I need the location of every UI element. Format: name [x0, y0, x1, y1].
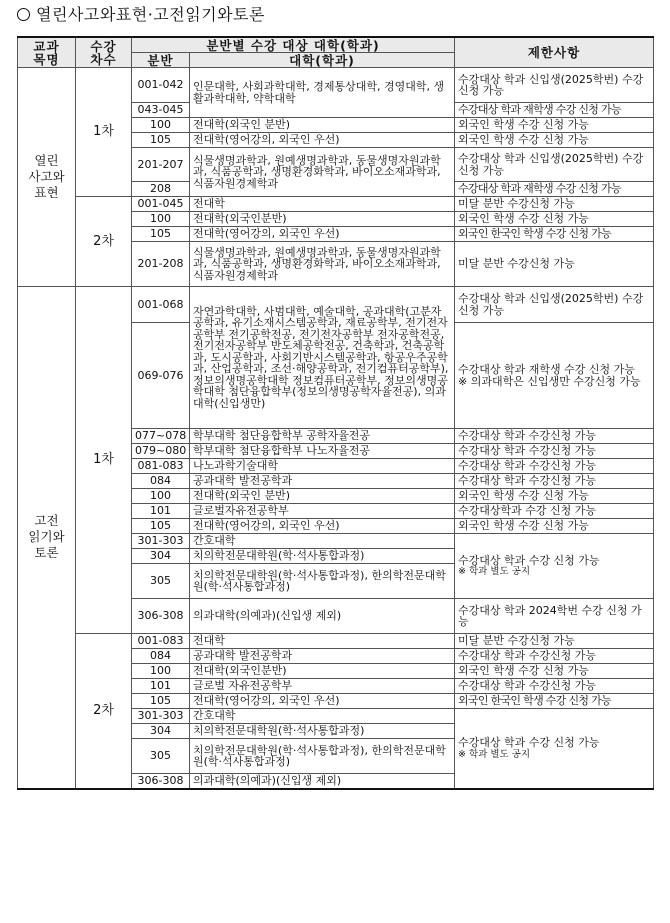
section-cell: 101 — [132, 679, 190, 694]
college-cell: 전대학(영어강의, 외국인 우선) — [190, 133, 455, 148]
section-cell: 101 — [132, 504, 190, 519]
college-cell: 의과대학(의예과)(신입생 제외) — [190, 599, 455, 634]
section-cell: 105 — [132, 227, 190, 242]
header-section: 분반 — [132, 53, 190, 68]
restriction-note: ※ 학과 별도 공지 — [458, 566, 531, 578]
section-cell: 069-076 — [132, 323, 190, 429]
restriction-cell: 수강대상 학과 재학생 수강 신청 가능 — [458, 103, 621, 117]
restriction-cell: 미달 분반 수강신청 가능 — [455, 197, 654, 212]
section-cell: 301-303 — [132, 709, 190, 724]
restriction-cell: 수강대상 학과 재학생 수강 신청 가능 — [458, 363, 635, 376]
section-cell: 001-045 — [132, 197, 190, 212]
college-cell: 전대학(외국인분반) — [190, 212, 455, 227]
round-cell: 1차 — [76, 68, 132, 197]
table-row — [18, 197, 654, 212]
restriction-cell: 수강대상 학과 수강신청 가능 — [455, 459, 654, 474]
college-cell: 식물생명과학과, 원예생명과학과, 동물생명자원과학과, 식품공학과, 생명환경화학과, 바이오소재과학과, 식품자원경제학과 — [190, 148, 455, 197]
restriction-cell: 수강대상 학과 신입생(2025학번) 수강 신청 가능 — [455, 148, 654, 182]
section-cell: 105 — [132, 519, 190, 534]
table-row — [18, 634, 654, 649]
restriction-cell: 수강대상 학과 신입생(2025학번) 수강 신청 가능 — [455, 68, 654, 103]
section-cell: 084 — [132, 649, 190, 664]
restriction-cell: 수강대상 학과 신입생(2025학번) 수강 신청 가능 — [455, 287, 654, 323]
restriction-cell: 수강대상 학과 수강 신청 가능 — [458, 736, 600, 749]
college-cell: 전대학(외국인 분반) — [190, 489, 455, 504]
section-cell: 304 — [132, 549, 190, 564]
section-cell: 100 — [132, 664, 190, 679]
page-heading — [17, 3, 265, 27]
college-cell: 치의학전문대학원(학·석사통합과정), 한의학전문대학원(학·석사통합과정) — [190, 739, 455, 774]
section-cell: 105 — [132, 694, 190, 709]
header-group: 분반별 수강 대상 대학(학과) — [132, 37, 455, 53]
section-cell: 079~080 — [132, 444, 190, 459]
college-cell: 전대학(영어강의, 외국인 우선) — [190, 519, 455, 534]
college-cell: 학부대학 첨단융합학부 나노자율전공 — [190, 444, 455, 459]
restriction-cell: 수강대상 학과 수강신청 가능 — [455, 679, 654, 694]
college-cell: 공과대학 발전공학과 — [190, 649, 455, 664]
college-cell: 학부대학 첨단융합학부 공학자율전공 — [190, 429, 455, 444]
heading-text: 열린사고와표현·고전읽기와토론 — [36, 5, 265, 24]
college-cell: 전대학 — [190, 634, 455, 649]
round-cell: 2차 — [76, 634, 132, 789]
section-cell: 306-308 — [132, 774, 190, 789]
subject-cell: 고전 읽기와 토론 — [18, 287, 76, 789]
table-row — [18, 287, 654, 323]
section-cell: 306-308 — [132, 599, 190, 634]
table-header — [18, 37, 654, 68]
section-cell: 100 — [132, 489, 190, 504]
restriction-cell: 수강대상 학과 수강신청 가능 — [455, 649, 654, 664]
college-cell: 전대학(외국인 분반) — [190, 118, 455, 133]
college-cell: 나노과학기술대학 — [190, 459, 455, 474]
college-cell: 글로벌 자유전공학부 — [190, 679, 455, 694]
college-cell: 글로벌자유전공학부 — [190, 504, 455, 519]
college-cell: 공과대학 발전공학과 — [190, 474, 455, 489]
subject-cell: 열린 사고와 표현 — [18, 68, 76, 287]
table-row — [18, 68, 654, 103]
college-cell: 치의학전문대학원(학·석사통합과정) — [190, 549, 455, 564]
header-subject: 교과 목명 — [18, 37, 76, 68]
section-cell: 081-083 — [132, 459, 190, 474]
college-cell: 전대학(외국인분반) — [190, 664, 455, 679]
restriction-cell: 미달 분반 수강신청 가능 — [455, 242, 654, 287]
section-cell: 305 — [132, 564, 190, 599]
college-cell: 인문대학, 사회과학대학, 경제통상대학, 경영대학, 생활과학대학, 약학대학 — [190, 68, 455, 118]
section-cell: 043-045 — [132, 103, 190, 118]
restriction-cell: 수강대상학과 수강 신청 가능 — [455, 504, 654, 519]
section-cell: 001-068 — [132, 287, 190, 323]
section-cell: 001-042 — [132, 68, 190, 103]
college-cell: 간호대학 — [190, 534, 455, 549]
college-cell: 전대학(영어강의, 외국인 우선) — [190, 694, 455, 709]
college-cell: 간호대학 — [190, 709, 455, 724]
header-round: 수강 차수 — [76, 37, 132, 68]
section-cell: 077~078 — [132, 429, 190, 444]
college-cell: 전대학 — [190, 197, 455, 212]
section-cell: 201-207 — [132, 148, 190, 182]
section-cell: 305 — [132, 739, 190, 774]
header-college: 대학(학과) — [190, 53, 455, 68]
college-cell: 치의학전문대학원(학·석사통합과정), 한의학전문대학원(학·석사통합과정) — [190, 564, 455, 599]
section-cell: 208 — [132, 182, 190, 197]
section-cell: 100 — [132, 118, 190, 133]
section-cell: 304 — [132, 724, 190, 739]
restriction-cell: 외국인 한국인 학생 수강 신청 가능 — [458, 694, 611, 708]
restriction-cell: 외국인 학생 수강 신청 가능 — [455, 489, 654, 504]
restriction-cell: 수강대상 학과 재학생 수강 신청 가능 — [458, 182, 621, 196]
round-cell: 2차 — [76, 197, 132, 287]
round-cell: 1차 — [76, 287, 132, 634]
section-cell: 100 — [132, 212, 190, 227]
restriction-cell: 수강대상 학과 수강신청 가능 — [455, 474, 654, 489]
restriction-note: ※ 의과대학은 신입생만 수강신청 가능 — [458, 374, 641, 388]
restriction-cell: 수강대상 학과 수강신청 가능 — [455, 429, 654, 444]
enrollment-table — [17, 36, 654, 790]
college-cell: 전대학(영어강의, 외국인 우선) — [190, 227, 455, 242]
restriction-cell: 외국인 한국인 학생 수강 신청 가능 — [458, 227, 611, 241]
restriction-cell: 외국인 학생 수강 신청 가능 — [455, 519, 654, 534]
college-cell: 의과대학(의예과)(신입생 제외) — [190, 774, 455, 789]
restriction-cell: 수강대상 학과 수강 신청 가능 — [458, 553, 600, 567]
restriction-cell: 외국인 학생 수강 신청 가능 — [455, 664, 654, 679]
header-restriction: 제한사항 — [455, 37, 654, 68]
section-cell: 201-208 — [132, 242, 190, 287]
restriction-cell: 외국인 학생 수강 신청 가능 — [455, 118, 654, 133]
restriction-cell: 수강대상 학과 2024학번 수강 신청 가능 — [455, 599, 654, 634]
restriction-cell: 미달 분반 수강신청 가능 — [455, 634, 654, 649]
restriction-cell: 외국인 학생 수강 신청 가능 — [455, 212, 654, 227]
section-cell: 084 — [132, 474, 190, 489]
section-cell: 001-083 — [132, 634, 190, 649]
section-cell: 301-303 — [132, 534, 190, 549]
restriction-cell: 수강대상 학과 수강신청 가능 — [455, 444, 654, 459]
college-cell: 치의학전문대학원(학·석사통합과정) — [190, 724, 455, 739]
circle-bullet-icon — [17, 8, 30, 21]
college-cell: 식물생명과학과, 원예생명과학과, 동물생명자원과학과, 식품공학과, 생명환경화학과, 바이오소재과학과, 식품자원경제학과 — [190, 242, 455, 287]
restriction-note: ※ 학과 별도 공지 — [458, 748, 531, 760]
section-cell: 105 — [132, 133, 190, 148]
restriction-cell: 외국인 학생 수강 신청 가능 — [455, 133, 654, 148]
college-cell: 자연과학대학, 사범대학, 예술대학, 공과대학(고분자공학과, 유기소재시스템공학과, 재료공학부, 전기전자공학부 전기공학전공, 전기전자공학부 전자공학전공, 전기전자공학부 반도체공학전공, 건축학과, 건축공학과, 도시공학과, 사회기반시스템공학과, 항공우주공학과, 산업공학과, 조선·해양공학과, 전기컴퓨터공학부), 정보의생명공학대학 정보컴퓨터공학부, 정보의생명공학대학 첨단융합학부(정보의생명공학자율전공), 의과대학(신입생만) — [190, 287, 455, 429]
